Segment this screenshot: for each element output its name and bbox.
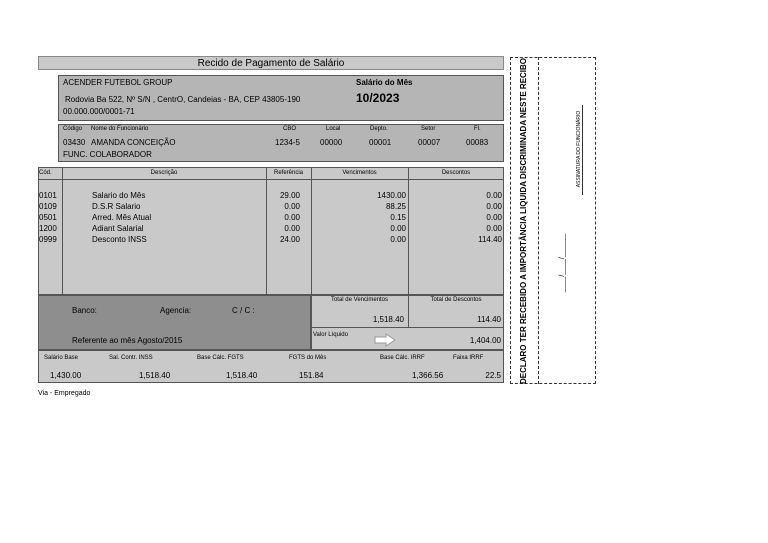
net-value: 1,404.00 [469, 336, 501, 345]
base-value-inss: 1,518.40 [139, 371, 171, 380]
signature-line [582, 105, 583, 195]
employee-role: FUNC. COLABORADOR [63, 150, 152, 159]
base-value-salary: 1,430.00 [50, 371, 82, 380]
table-cell-earning: 0.00 [390, 224, 406, 233]
base-label-fgts: Base Cálc. FGTS [197, 355, 244, 361]
employee-fl: 00083 [466, 138, 489, 147]
total-earnings-value: 1,518.40 [372, 315, 404, 324]
reference-text: Referente ao mês Agosto/2015 [72, 336, 183, 345]
table-cell-code: 0501 [39, 213, 57, 222]
signature-label-holder [572, 110, 586, 188]
base-label-irrf: Base Cálc. IRRF [380, 355, 425, 361]
total-earnings-label: Total de Vencimentos [330, 297, 389, 303]
totals-divider-horizontal [311, 327, 504, 328]
total-deductions-label: Total de Descontos [430, 297, 482, 303]
declaration-text: DECLARO TER RECEBIDO A IMPORTÂNCIA LIQUIDA DISCRIMINADA NESTE RECIBO [519, 57, 528, 385]
account-label: C / C : [232, 306, 255, 315]
table-cell-code: 0999 [39, 235, 57, 244]
company-address: Rodovia Ba 522, Nº S/N , CentrO, Candeias - BA, CEP 43805-190 [65, 95, 301, 104]
table-cell-description: Desconto INSS [92, 235, 147, 244]
header-description: Descrição [150, 170, 178, 176]
table-cell-description: Arred. Mês Atual [92, 213, 152, 222]
table-cell-code: 1200 [39, 224, 57, 233]
table-cell-deduction: 0.00 [486, 191, 502, 200]
header-code: Cód. [39, 170, 52, 176]
table-cell-reference: 24.00 [279, 235, 300, 244]
declaration-text-holder [508, 57, 540, 385]
sector-label: Setor [421, 126, 436, 132]
base-label-inss: Sal. Contr. INSS [109, 355, 153, 361]
table-cell-earning: 88.25 [385, 202, 406, 211]
fl-label: Fl. [474, 126, 481, 132]
base-value-irrf: 1,366.56 [412, 371, 444, 380]
employee-cbo: 1234-5 [275, 138, 300, 147]
header-reference: Referência [273, 170, 303, 176]
signature-label: ASSINATURA DO FUNCIONÁRIO [576, 110, 582, 188]
table-cell-reference: 29.00 [279, 191, 300, 200]
base-label-fgts-month: FGTS do Mês [289, 355, 327, 361]
table-cell-reference: 0.00 [284, 213, 300, 222]
base-label-salary: Salário Base [44, 355, 79, 361]
table-cell-reference: 0.00 [284, 224, 300, 233]
net-label: Valor Líquido [313, 332, 348, 338]
table-cell-description: Salario do Mês [92, 191, 146, 200]
codes-column [39, 190, 57, 245]
cbo-label: CBO [283, 126, 297, 132]
table-cell-earning: 0.15 [390, 213, 406, 222]
total-deductions-value: 114.40 [477, 315, 501, 324]
descriptions-column [92, 190, 151, 245]
table-cell-description: D.S.R Salario [92, 202, 141, 211]
copy-label: Via - Empregado [38, 390, 91, 397]
table-cell-earning: 0.00 [390, 235, 406, 244]
table-cell-code: 0101 [39, 191, 57, 200]
company-cnpj: 00.000.000/0001-71 [63, 107, 135, 116]
table-cell-reference: 0.00 [284, 202, 300, 211]
references-column [266, 190, 300, 245]
date-blank: ____/____/______ [559, 233, 566, 293]
table-cell-deduction: 0.00 [486, 213, 502, 222]
table-cell-deduction: 114.40 [478, 235, 502, 244]
header-deductions: Descontos [441, 170, 471, 176]
date-blank-holder [556, 233, 570, 293]
period-label: Salário do Mês [356, 78, 413, 87]
table-header-rule [38, 179, 504, 180]
table-cell-description: Adiant Salarial [92, 224, 144, 233]
base-value-fgts: 1,518.40 [226, 371, 258, 380]
employee-name: AMANDA CONCEIÇÃO [91, 138, 176, 147]
employee-code: 03430 [63, 138, 86, 147]
employee-local: 00000 [320, 138, 343, 147]
employee-name-label: Nome do Funcionário [91, 126, 149, 132]
table-cell-deduction: 0.00 [486, 202, 502, 211]
period-value: 10/2023 [356, 91, 400, 105]
employee-code-label: Código [63, 126, 83, 132]
employee-dept: 00001 [369, 138, 392, 147]
col-divider-code [62, 167, 63, 295]
receipt-title: Recido de Pagamento de Salário [38, 56, 504, 70]
bank-label: Banco: [72, 306, 97, 315]
dept-label: Depto. [370, 126, 388, 132]
header-earnings: Vencimentos [342, 170, 377, 176]
base-value-irrf-range: 22.5 [485, 371, 501, 380]
table-cell-earning: 1430.00 [377, 191, 406, 200]
base-label-irrf-range: Faixa IRRF [453, 355, 484, 361]
agency-label: Agencia: [160, 306, 192, 315]
table-cell-code: 0109 [39, 202, 57, 211]
local-label: Local [326, 126, 341, 132]
earnings-column [311, 190, 406, 245]
company-name: ACENDER FUTEBOL GROUP [63, 78, 173, 87]
table-cell-deduction: 0.00 [486, 224, 502, 233]
deductions-column [408, 190, 502, 245]
employee-sector: 00007 [418, 138, 441, 147]
base-value-fgts-month: 151.84 [299, 371, 324, 380]
